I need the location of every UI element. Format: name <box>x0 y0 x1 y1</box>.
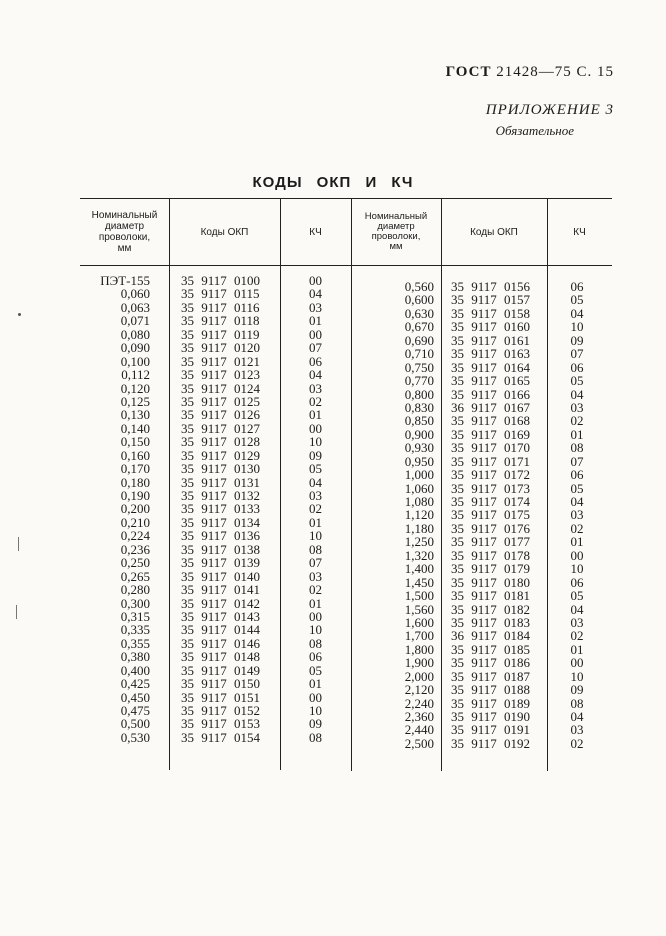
appendix-label: ПРИЛОЖЕНИЕ 3 <box>485 102 614 118</box>
cell-kch: 07 <box>309 555 322 571</box>
cell-kch: 02 <box>570 628 584 644</box>
cell-okp-code: 35 9117 0189 <box>451 695 531 711</box>
cell-diameter: 0,830 <box>404 399 434 415</box>
cell-okp-code: 35 9117 0140 <box>181 568 261 584</box>
cell-kch: 01 <box>570 426 584 442</box>
cell-kch: 01 <box>309 676 322 692</box>
cell-kch: 07 <box>309 340 322 356</box>
cell-okp-code: 36 9117 0167 <box>451 399 531 415</box>
cell-okp-code: 35 9117 0179 <box>451 561 531 577</box>
cell-kch: 05 <box>309 662 322 678</box>
header-line: мм <box>117 243 132 254</box>
cell-kch: 10 <box>309 528 322 544</box>
cell-diameter: 2,240 <box>404 695 434 711</box>
cell-okp-code: 35 9117 0130 <box>181 461 261 477</box>
cell-kch: 00 <box>570 655 584 671</box>
header-line: проволоки, <box>98 232 151 243</box>
cell-kch: 02 <box>570 520 584 536</box>
cell-diameter: 0,335 <box>120 622 150 638</box>
cell-okp-code: 35 9117 0146 <box>181 635 261 651</box>
cell-diameter: 0,160 <box>120 447 150 463</box>
column-divider <box>441 199 442 771</box>
cell-okp-code: 35 9117 0132 <box>181 488 261 503</box>
header-okp-right: Коды ОКП <box>470 226 518 238</box>
cell-diameter: 0,690 <box>404 332 434 348</box>
cell-okp-code: 35 9117 0148 <box>181 649 261 665</box>
cell-diameter: 0,170 <box>120 461 150 477</box>
cell-kch: 04 <box>309 474 322 490</box>
cell-okp-code: 35 9117 0126 <box>181 407 261 423</box>
cell-okp-code: 35 9117 0133 <box>181 501 261 517</box>
cell-okp-code: 35 9117 0171 <box>451 453 531 469</box>
cell-okp-code: 35 9117 0163 <box>451 346 531 362</box>
cell-okp-code: 35 9117 0151 <box>181 689 261 705</box>
cell-okp-code: 35 9117 0124 <box>181 380 261 396</box>
cell-okp-code: 35 9117 0173 <box>451 480 531 496</box>
cell-kch: 00 <box>570 547 584 563</box>
cell-diameter: ПЭТ-155 <box>100 273 150 288</box>
column-divider <box>169 199 170 770</box>
cell-okp-code: 35 9117 0131 <box>181 474 261 490</box>
header-kch-right: КЧ <box>573 226 586 238</box>
cell-diameter: 2,500 <box>404 735 434 751</box>
cell-diameter: 1,800 <box>404 641 434 657</box>
cell-okp-code: 35 9117 0123 <box>181 367 261 383</box>
cell-kch: 05 <box>570 480 584 496</box>
cell-kch: 05 <box>570 292 584 308</box>
cell-kch: 09 <box>570 682 584 698</box>
cell-okp-code: 35 9117 0127 <box>181 420 261 436</box>
cell-diameter: 1,080 <box>404 494 434 509</box>
cell-okp-code: 35 9117 0174 <box>451 494 531 509</box>
cell-diameter: 0,265 <box>120 568 150 584</box>
header-okp-left: Коды ОКП <box>200 226 249 238</box>
cell-diameter: 0,560 <box>404 279 434 294</box>
cell-kch: 10 <box>309 703 322 718</box>
cell-okp-code: 35 9117 0180 <box>451 574 531 590</box>
cell-kch: 07 <box>570 453 584 469</box>
cell-okp-code: 35 9117 0158 <box>451 305 531 321</box>
cell-diameter: 1,900 <box>404 655 434 671</box>
cell-okp-code: 35 9117 0168 <box>451 413 531 429</box>
header-diameter-left <box>80 199 169 265</box>
cell-kch: 01 <box>570 534 584 550</box>
cell-kch: 03 <box>309 299 322 315</box>
cell-okp-code: 35 9117 0150 <box>181 676 261 692</box>
cell-okp-code: 35 9117 0100 <box>181 273 261 288</box>
cell-okp-code: 35 9117 0181 <box>451 588 531 604</box>
cell-okp-code: 35 9117 0186 <box>451 655 531 671</box>
cell-okp-code: 35 9117 0170 <box>451 440 531 456</box>
cell-kch: 08 <box>309 729 322 745</box>
cell-kch: 01 <box>309 313 322 329</box>
cell-okp-code: 35 9117 0191 <box>451 722 531 738</box>
cell-okp-code: 35 9117 0120 <box>181 340 261 356</box>
cell-kch: 10 <box>570 561 584 577</box>
cell-okp-code: 35 9117 0172 <box>451 467 531 483</box>
cell-okp-code: 35 9117 0183 <box>451 614 531 630</box>
cell-diameter: 0,250 <box>120 555 150 571</box>
cell-diameter: 0,750 <box>404 359 434 375</box>
cell-okp-code: 35 9117 0185 <box>451 641 531 657</box>
cell-diameter: 0,630 <box>404 305 434 321</box>
cell-diameter: 0,210 <box>120 514 150 530</box>
header-line: Номинальный <box>91 210 158 221</box>
cell-diameter: 0,500 <box>120 716 150 732</box>
cell-okp-code: 35 9117 0149 <box>181 662 261 678</box>
cell-kch: 10 <box>309 622 322 638</box>
cell-kch: 06 <box>570 574 584 590</box>
cell-okp-code: 35 9117 0144 <box>181 622 261 638</box>
cell-kch: 04 <box>570 305 584 321</box>
cell-kch: 03 <box>309 488 322 503</box>
cell-kch: 00 <box>309 273 322 288</box>
cell-okp-code: 35 9117 0178 <box>451 547 531 563</box>
header-line: мм <box>389 241 403 252</box>
header-line: диаметр <box>377 221 415 232</box>
cell-kch: 04 <box>570 386 584 402</box>
cell-diameter: 1,700 <box>404 628 434 644</box>
cell-diameter: 1,400 <box>404 561 434 577</box>
cell-kch: 04 <box>570 601 584 617</box>
cell-diameter: 1,000 <box>404 467 434 483</box>
cell-diameter: 0,850 <box>404 413 434 429</box>
cell-diameter: 2,120 <box>404 682 434 698</box>
cell-diameter: 1,600 <box>404 614 434 630</box>
cell-diameter: 1,560 <box>404 601 434 617</box>
header-line: Номинальный <box>364 211 428 222</box>
table-header-rule <box>80 265 612 266</box>
cell-okp-code: 35 9117 0187 <box>451 668 531 684</box>
cell-diameter: 0,800 <box>404 386 434 402</box>
cell-diameter: 0,600 <box>404 292 434 308</box>
cell-kch: 06 <box>309 353 322 369</box>
cell-okp-code: 35 9117 0190 <box>451 709 531 724</box>
cell-diameter: 0,930 <box>404 440 434 456</box>
gost-prefix: ГОСТ <box>445 64 492 80</box>
cell-okp-code: 35 9117 0152 <box>181 703 261 718</box>
cell-kch: 06 <box>570 279 584 294</box>
table-title: КОДЫ ОКП И КЧ <box>252 174 414 191</box>
cell-kch: 02 <box>570 735 584 751</box>
cell-kch: 01 <box>309 595 322 611</box>
cell-kch: 02 <box>570 413 584 429</box>
cell-kch: 06 <box>309 649 322 665</box>
cell-diameter: 0,120 <box>120 380 150 396</box>
cell-diameter: 0,450 <box>120 689 150 705</box>
cell-kch: 03 <box>570 507 584 523</box>
cell-okp-code: 35 9117 0116 <box>181 299 260 315</box>
cell-diameter: 0,315 <box>120 608 150 624</box>
cell-diameter: 0,060 <box>120 286 150 302</box>
cell-diameter: 2,360 <box>404 709 434 724</box>
cell-diameter: 0,380 <box>120 649 150 665</box>
cell-okp-code: 35 9117 0139 <box>181 555 261 571</box>
cell-kch: 00 <box>309 326 322 342</box>
cell-kch: 03 <box>570 614 584 630</box>
cell-kch: 00 <box>309 608 322 624</box>
cell-diameter: 1,450 <box>404 574 434 590</box>
cell-kch: 04 <box>570 709 584 724</box>
cell-kch: 08 <box>309 541 322 557</box>
cell-okp-code: 35 9117 0175 <box>451 507 531 523</box>
cell-diameter: 0,125 <box>120 393 150 409</box>
cell-diameter: 0,080 <box>120 326 150 342</box>
cell-diameter: 0,180 <box>120 474 150 490</box>
cell-kch: 08 <box>570 440 584 456</box>
cell-diameter: 0,140 <box>120 420 150 436</box>
cell-diameter: 0,150 <box>120 434 150 450</box>
cell-kch: 03 <box>570 722 584 738</box>
cell-diameter: 1,120 <box>404 507 434 523</box>
cell-diameter: 2,000 <box>404 668 434 684</box>
cell-diameter: 0,425 <box>120 676 150 692</box>
cell-okp-code: 35 9117 0142 <box>181 595 261 611</box>
cell-kch: 03 <box>309 380 322 396</box>
cell-diameter: 0,200 <box>120 501 150 517</box>
cell-diameter: 2,440 <box>404 722 434 738</box>
cell-diameter: 0,112 <box>121 367 150 383</box>
cell-diameter: 0,710 <box>404 346 434 362</box>
cell-kch: 00 <box>309 420 322 436</box>
cell-kch: 09 <box>570 332 584 348</box>
cell-okp-code: 36 9117 0184 <box>451 628 531 644</box>
cell-diameter: 1,250 <box>404 534 434 550</box>
cell-okp-code: 35 9117 0182 <box>451 601 531 617</box>
cell-kch: 02 <box>309 393 322 409</box>
cell-okp-code: 35 9117 0143 <box>181 608 261 624</box>
cell-okp-code: 35 9117 0129 <box>181 447 261 463</box>
cell-diameter: 0,900 <box>404 426 434 442</box>
cell-diameter: 0,190 <box>120 488 150 503</box>
cell-kch: 10 <box>309 434 322 450</box>
cell-kch: 09 <box>309 716 322 732</box>
cell-okp-code: 35 9117 0169 <box>451 426 531 442</box>
cell-okp-code: 35 9117 0134 <box>181 514 261 530</box>
cell-okp-code: 35 9117 0128 <box>181 434 261 450</box>
cell-okp-code: 35 9117 0125 <box>181 393 261 409</box>
scan-mark <box>18 537 19 551</box>
cell-kch: 02 <box>309 582 322 598</box>
cell-kch: 05 <box>309 461 322 477</box>
cell-diameter: 0,950 <box>404 453 434 469</box>
gost-number-page: 21428—75 С. 15 <box>496 64 614 80</box>
cell-okp-code: 35 9117 0153 <box>181 716 261 732</box>
cell-okp-code: 35 9117 0161 <box>451 332 531 348</box>
cell-diameter: 0,090 <box>120 340 150 356</box>
cell-diameter: 0,224 <box>120 528 150 544</box>
cell-okp-code: 35 9117 0136 <box>181 528 261 544</box>
cell-diameter: 0,530 <box>120 729 150 745</box>
cell-kch: 05 <box>570 588 584 604</box>
cell-kch: 08 <box>570 695 584 711</box>
cell-kch: 02 <box>309 501 322 517</box>
cell-diameter: 0,670 <box>404 319 434 335</box>
cell-okp-code: 35 9117 0118 <box>181 313 260 329</box>
header-kch-left: КЧ <box>309 226 322 238</box>
mandatory-label: Обязательное <box>495 123 574 138</box>
cell-kch: 09 <box>309 447 322 463</box>
cell-diameter: 0,280 <box>120 582 150 598</box>
cell-kch: 03 <box>570 399 584 415</box>
cell-diameter: 1,500 <box>404 588 434 604</box>
cell-okp-code: 35 9117 0192 <box>451 735 531 751</box>
header-line: проволоки, <box>371 231 421 242</box>
cell-diameter: 0,300 <box>120 595 150 611</box>
cell-okp-code: 35 9117 0119 <box>181 326 260 342</box>
cell-okp-code: 35 9117 0188 <box>451 682 531 698</box>
cell-kch: 07 <box>570 346 584 362</box>
cell-okp-code: 35 9117 0157 <box>451 292 531 308</box>
cell-diameter: 0,475 <box>120 703 150 718</box>
cell-diameter: 0,100 <box>120 353 150 369</box>
cell-okp-code: 35 9117 0121 <box>181 353 261 369</box>
cell-kch: 01 <box>309 514 322 530</box>
cell-kch: 08 <box>309 635 322 651</box>
cell-kch: 00 <box>309 689 322 705</box>
cell-diameter: 0,400 <box>120 662 150 678</box>
cell-diameter: 0,236 <box>120 541 150 557</box>
cell-kch: 04 <box>309 367 322 383</box>
document-code <box>446 64 614 81</box>
cell-kch: 01 <box>309 407 322 423</box>
cell-kch: 03 <box>309 568 322 584</box>
cell-diameter: 1,320 <box>404 547 434 563</box>
cell-kch: 06 <box>570 467 584 483</box>
cell-okp-code: 35 9117 0141 <box>181 582 261 598</box>
cell-okp-code: 35 9117 0177 <box>451 534 531 550</box>
cell-diameter: 0,355 <box>120 635 150 651</box>
cell-okp-code: 35 9117 0115 <box>181 286 260 302</box>
cell-kch: 01 <box>570 641 584 657</box>
cell-diameter: 1,180 <box>404 520 434 536</box>
cell-diameter: 0,770 <box>404 373 434 389</box>
cell-okp-code: 35 9117 0154 <box>181 729 261 745</box>
cell-okp-code: 35 9117 0138 <box>181 541 261 557</box>
cell-okp-code: 35 9117 0164 <box>451 359 531 375</box>
cell-okp-code: 35 9117 0165 <box>451 373 531 389</box>
cell-okp-code: 35 9117 0156 <box>451 279 531 294</box>
cell-kch: 10 <box>570 668 584 684</box>
cell-okp-code: 35 9117 0166 <box>451 386 531 402</box>
cell-kch: 06 <box>570 359 584 375</box>
cell-okp-code: 35 9117 0160 <box>451 319 531 335</box>
scan-speck <box>18 313 21 316</box>
cell-kch: 04 <box>309 286 322 302</box>
header-diameter-right <box>351 199 441 265</box>
cell-diameter: 1,060 <box>404 480 434 496</box>
scan-mark <box>16 605 17 619</box>
cell-kch: 05 <box>570 373 584 389</box>
cell-diameter: 0,130 <box>120 407 150 423</box>
cell-okp-code: 35 9117 0176 <box>451 520 531 536</box>
cell-kch: 04 <box>570 494 584 509</box>
cell-diameter: 0,071 <box>120 313 150 329</box>
cell-diameter: 0,063 <box>120 299 150 315</box>
header-line: диаметр <box>104 221 145 232</box>
cell-kch: 10 <box>570 319 584 335</box>
